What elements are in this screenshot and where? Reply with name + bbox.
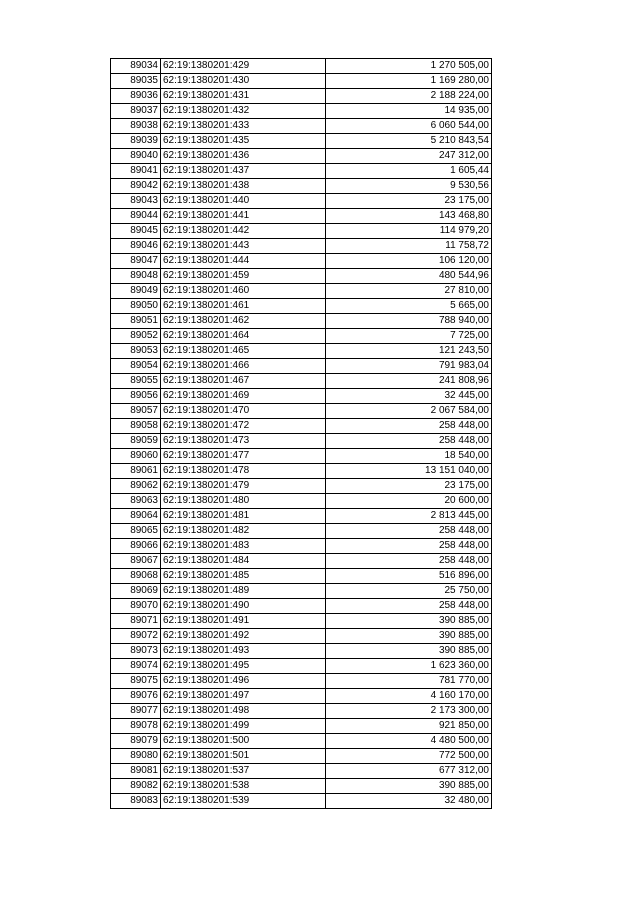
cadastral-value-cell: 258 448,00 (326, 539, 492, 554)
row-number-cell: 89044 (111, 209, 161, 224)
table-row (111, 749, 492, 764)
cadastral-value-cell: 258 448,00 (326, 434, 492, 449)
cadastral-value-cell: 258 448,00 (326, 599, 492, 614)
cadastral-number-cell: 62:19:1380201:436 (161, 149, 326, 164)
cadastral-number-cell: 62:19:1380201:495 (161, 659, 326, 674)
cadastral-number-cell: 62:19:1380201:501 (161, 749, 326, 764)
table-row (111, 689, 492, 704)
cadastral-value-cell: 14 935,00 (326, 104, 492, 119)
row-number-cell: 89066 (111, 539, 161, 554)
row-number-cell: 89049 (111, 284, 161, 299)
table-row (111, 644, 492, 659)
row-number-cell: 89056 (111, 389, 161, 404)
row-number-cell: 89043 (111, 194, 161, 209)
table-row (111, 254, 492, 269)
row-number-cell: 89034 (111, 59, 161, 74)
cadastral-number-cell: 62:19:1380201:432 (161, 104, 326, 119)
row-number-cell: 89072 (111, 629, 161, 644)
table-row (111, 629, 492, 644)
cadastral-value-cell: 480 544,96 (326, 269, 492, 284)
table-row (111, 539, 492, 554)
row-number-cell: 89060 (111, 449, 161, 464)
cadastral-number-cell: 62:19:1380201:498 (161, 704, 326, 719)
cadastral-value-cell: 1 169 280,00 (326, 74, 492, 89)
row-number-cell: 89074 (111, 659, 161, 674)
cadastral-value-cell: 772 500,00 (326, 749, 492, 764)
row-number-cell: 89047 (111, 254, 161, 269)
table-row (111, 314, 492, 329)
cadastral-value-cell: 5 210 843,54 (326, 134, 492, 149)
row-number-cell: 89050 (111, 299, 161, 314)
table-row (111, 524, 492, 539)
cadastral-value-cell: 9 530,56 (326, 179, 492, 194)
cadastral-number-cell: 62:19:1380201:429 (161, 59, 326, 74)
cadastral-value-cell: 921 850,00 (326, 719, 492, 734)
cadastral-number-cell: 62:19:1380201:466 (161, 359, 326, 374)
row-number-cell: 89037 (111, 104, 161, 119)
cadastral-value-cell: 5 665,00 (326, 299, 492, 314)
row-number-cell: 89080 (111, 749, 161, 764)
cadastral-number-cell: 62:19:1380201:438 (161, 179, 326, 194)
table-row (111, 779, 492, 794)
cadastral-number-cell: 62:19:1380201:479 (161, 479, 326, 494)
cadastral-number-cell: 62:19:1380201:441 (161, 209, 326, 224)
table-row (111, 494, 492, 509)
table-row (111, 299, 492, 314)
row-number-cell: 89064 (111, 509, 161, 524)
table-row (111, 389, 492, 404)
row-number-cell: 89062 (111, 479, 161, 494)
cadastral-value-cell: 25 750,00 (326, 584, 492, 599)
cadastral-value-cell: 791 983,04 (326, 359, 492, 374)
cadastral-number-cell: 62:19:1380201:459 (161, 269, 326, 284)
cadastral-value-cell: 32 445,00 (326, 389, 492, 404)
cadastral-value-cell: 23 175,00 (326, 479, 492, 494)
cadastral-value-cell: 2 813 445,00 (326, 509, 492, 524)
cadastral-value-cell: 13 151 040,00 (326, 464, 492, 479)
row-number-cell: 89058 (111, 419, 161, 434)
cadastral-number-cell: 62:19:1380201:490 (161, 599, 326, 614)
table-row (111, 659, 492, 674)
row-number-cell: 89041 (111, 164, 161, 179)
row-number-cell: 89083 (111, 794, 161, 809)
cadastral-value-cell: 6 060 544,00 (326, 119, 492, 134)
table-row (111, 374, 492, 389)
row-number-cell: 89035 (111, 74, 161, 89)
cadastral-value-cell: 247 312,00 (326, 149, 492, 164)
cadastral-number-cell: 62:19:1380201:538 (161, 779, 326, 794)
row-number-cell: 89055 (111, 374, 161, 389)
cadastral-number-cell: 62:19:1380201:461 (161, 299, 326, 314)
table-row (111, 284, 492, 299)
row-number-cell: 89036 (111, 89, 161, 104)
cadastral-value-cell: 241 808,96 (326, 374, 492, 389)
cadastral-number-cell: 62:19:1380201:444 (161, 254, 326, 269)
row-number-cell: 89082 (111, 779, 161, 794)
cadastral-value-table (110, 58, 492, 809)
row-number-cell: 89070 (111, 599, 161, 614)
cadastral-value-cell: 32 480,00 (326, 794, 492, 809)
table-row (111, 209, 492, 224)
cadastral-value-cell: 27 810,00 (326, 284, 492, 299)
row-number-cell: 89076 (111, 689, 161, 704)
cadastral-value-cell: 2 188 224,00 (326, 89, 492, 104)
row-number-cell: 89052 (111, 329, 161, 344)
table-row (111, 719, 492, 734)
table-row (111, 434, 492, 449)
cadastral-number-cell: 62:19:1380201:493 (161, 644, 326, 659)
row-number-cell: 89081 (111, 764, 161, 779)
row-number-cell: 89077 (111, 704, 161, 719)
cadastral-number-cell: 62:19:1380201:492 (161, 629, 326, 644)
cadastral-value-cell: 258 448,00 (326, 524, 492, 539)
row-number-cell: 89053 (111, 344, 161, 359)
cadastral-value-cell: 1 270 505,00 (326, 59, 492, 74)
row-number-cell: 89045 (111, 224, 161, 239)
cadastral-number-cell: 62:19:1380201:430 (161, 74, 326, 89)
cadastral-number-cell: 62:19:1380201:539 (161, 794, 326, 809)
cadastral-number-cell: 62:19:1380201:472 (161, 419, 326, 434)
cadastral-value-cell: 390 885,00 (326, 644, 492, 659)
table-row (111, 164, 492, 179)
row-number-cell: 89048 (111, 269, 161, 284)
row-number-cell: 89038 (111, 119, 161, 134)
cadastral-number-cell: 62:19:1380201:440 (161, 194, 326, 209)
table-row (111, 194, 492, 209)
table-row (111, 464, 492, 479)
table-row (111, 614, 492, 629)
table-row (111, 569, 492, 584)
table-row (111, 104, 492, 119)
row-number-cell: 89073 (111, 644, 161, 659)
cadastral-value-cell: 2 067 584,00 (326, 404, 492, 419)
row-number-cell: 89061 (111, 464, 161, 479)
row-number-cell: 89054 (111, 359, 161, 374)
cadastral-value-cell: 258 448,00 (326, 554, 492, 569)
table-row (111, 764, 492, 779)
cadastral-value-cell: 2 173 300,00 (326, 704, 492, 719)
cadastral-number-cell: 62:19:1380201:442 (161, 224, 326, 239)
row-number-cell: 89040 (111, 149, 161, 164)
cadastral-number-cell: 62:19:1380201:464 (161, 329, 326, 344)
row-number-cell: 89046 (111, 239, 161, 254)
row-number-cell: 89079 (111, 734, 161, 749)
row-number-cell: 89078 (111, 719, 161, 734)
row-number-cell: 89059 (111, 434, 161, 449)
table-row (111, 89, 492, 104)
cadastral-number-cell: 62:19:1380201:467 (161, 374, 326, 389)
cadastral-value-cell: 23 175,00 (326, 194, 492, 209)
table-row (111, 509, 492, 524)
cadastral-number-cell: 62:19:1380201:491 (161, 614, 326, 629)
cadastral-value-cell: 390 885,00 (326, 779, 492, 794)
cadastral-value-cell: 18 540,00 (326, 449, 492, 464)
table-row (111, 224, 492, 239)
row-number-cell: 89071 (111, 614, 161, 629)
cadastral-number-cell: 62:19:1380201:478 (161, 464, 326, 479)
cadastral-value-cell: 143 468,80 (326, 209, 492, 224)
row-number-cell: 89042 (111, 179, 161, 194)
table-row (111, 419, 492, 434)
table-row (111, 74, 492, 89)
table-row (111, 269, 492, 284)
table-row (111, 794, 492, 809)
table-row (111, 149, 492, 164)
table-row (111, 404, 492, 419)
table-body (111, 59, 492, 809)
row-number-cell: 89069 (111, 584, 161, 599)
cadastral-number-cell: 62:19:1380201:482 (161, 524, 326, 539)
table-row (111, 734, 492, 749)
cadastral-value-cell: 7 725,00 (326, 329, 492, 344)
cadastral-number-cell: 62:19:1380201:443 (161, 239, 326, 254)
cadastral-number-cell: 62:19:1380201:497 (161, 689, 326, 704)
cadastral-number-cell: 62:19:1380201:500 (161, 734, 326, 749)
table-row (111, 479, 492, 494)
row-number-cell: 89039 (111, 134, 161, 149)
cadastral-number-cell: 62:19:1380201:437 (161, 164, 326, 179)
cadastral-number-cell: 62:19:1380201:499 (161, 719, 326, 734)
cadastral-value-cell: 4 160 170,00 (326, 689, 492, 704)
cadastral-value-cell: 4 480 500,00 (326, 734, 492, 749)
cadastral-number-cell: 62:19:1380201:433 (161, 119, 326, 134)
cadastral-number-cell: 62:19:1380201:480 (161, 494, 326, 509)
row-number-cell: 89075 (111, 674, 161, 689)
cadastral-number-cell: 62:19:1380201:483 (161, 539, 326, 554)
cadastral-value-cell: 1 623 360,00 (326, 659, 492, 674)
table-row (111, 704, 492, 719)
cadastral-value-cell: 788 940,00 (326, 314, 492, 329)
cadastral-number-cell: 62:19:1380201:481 (161, 509, 326, 524)
row-number-cell: 89051 (111, 314, 161, 329)
cadastral-value-cell: 121 243,50 (326, 344, 492, 359)
cadastral-number-cell: 62:19:1380201:462 (161, 314, 326, 329)
cadastral-number-cell: 62:19:1380201:477 (161, 449, 326, 464)
cadastral-number-cell: 62:19:1380201:489 (161, 584, 326, 599)
table-row (111, 134, 492, 149)
cadastral-number-cell: 62:19:1380201:470 (161, 404, 326, 419)
cadastral-number-cell: 62:19:1380201:485 (161, 569, 326, 584)
table-row (111, 554, 492, 569)
row-number-cell: 89065 (111, 524, 161, 539)
table-row (111, 674, 492, 689)
table-row (111, 584, 492, 599)
cadastral-number-cell: 62:19:1380201:469 (161, 389, 326, 404)
table-row (111, 59, 492, 74)
cadastral-value-cell: 390 885,00 (326, 629, 492, 644)
cadastral-number-cell: 62:19:1380201:435 (161, 134, 326, 149)
cadastral-value-cell: 781 770,00 (326, 674, 492, 689)
cadastral-value-cell: 20 600,00 (326, 494, 492, 509)
cadastral-value-cell: 516 896,00 (326, 569, 492, 584)
cadastral-number-cell: 62:19:1380201:473 (161, 434, 326, 449)
cadastral-value-cell: 258 448,00 (326, 419, 492, 434)
table-row (111, 239, 492, 254)
table-row (111, 329, 492, 344)
cadastral-number-cell: 62:19:1380201:465 (161, 344, 326, 359)
row-number-cell: 89068 (111, 569, 161, 584)
cadastral-number-cell: 62:19:1380201:431 (161, 89, 326, 104)
cadastral-value-cell: 1 605,44 (326, 164, 492, 179)
cadastral-number-cell: 62:19:1380201:484 (161, 554, 326, 569)
table-row (111, 449, 492, 464)
table-row (111, 599, 492, 614)
cadastral-value-cell: 677 312,00 (326, 764, 492, 779)
cadastral-number-cell: 62:19:1380201:537 (161, 764, 326, 779)
cadastral-value-cell: 390 885,00 (326, 614, 492, 629)
table-row (111, 179, 492, 194)
cadastral-number-cell: 62:19:1380201:460 (161, 284, 326, 299)
row-number-cell: 89057 (111, 404, 161, 419)
cadastral-number-cell: 62:19:1380201:496 (161, 674, 326, 689)
table-row (111, 359, 492, 374)
table-row (111, 119, 492, 134)
row-number-cell: 89067 (111, 554, 161, 569)
cadastral-value-cell: 11 758,72 (326, 239, 492, 254)
table-row (111, 344, 492, 359)
row-number-cell: 89063 (111, 494, 161, 509)
cadastral-value-cell: 114 979,20 (326, 224, 492, 239)
cadastral-value-cell: 106 120,00 (326, 254, 492, 269)
